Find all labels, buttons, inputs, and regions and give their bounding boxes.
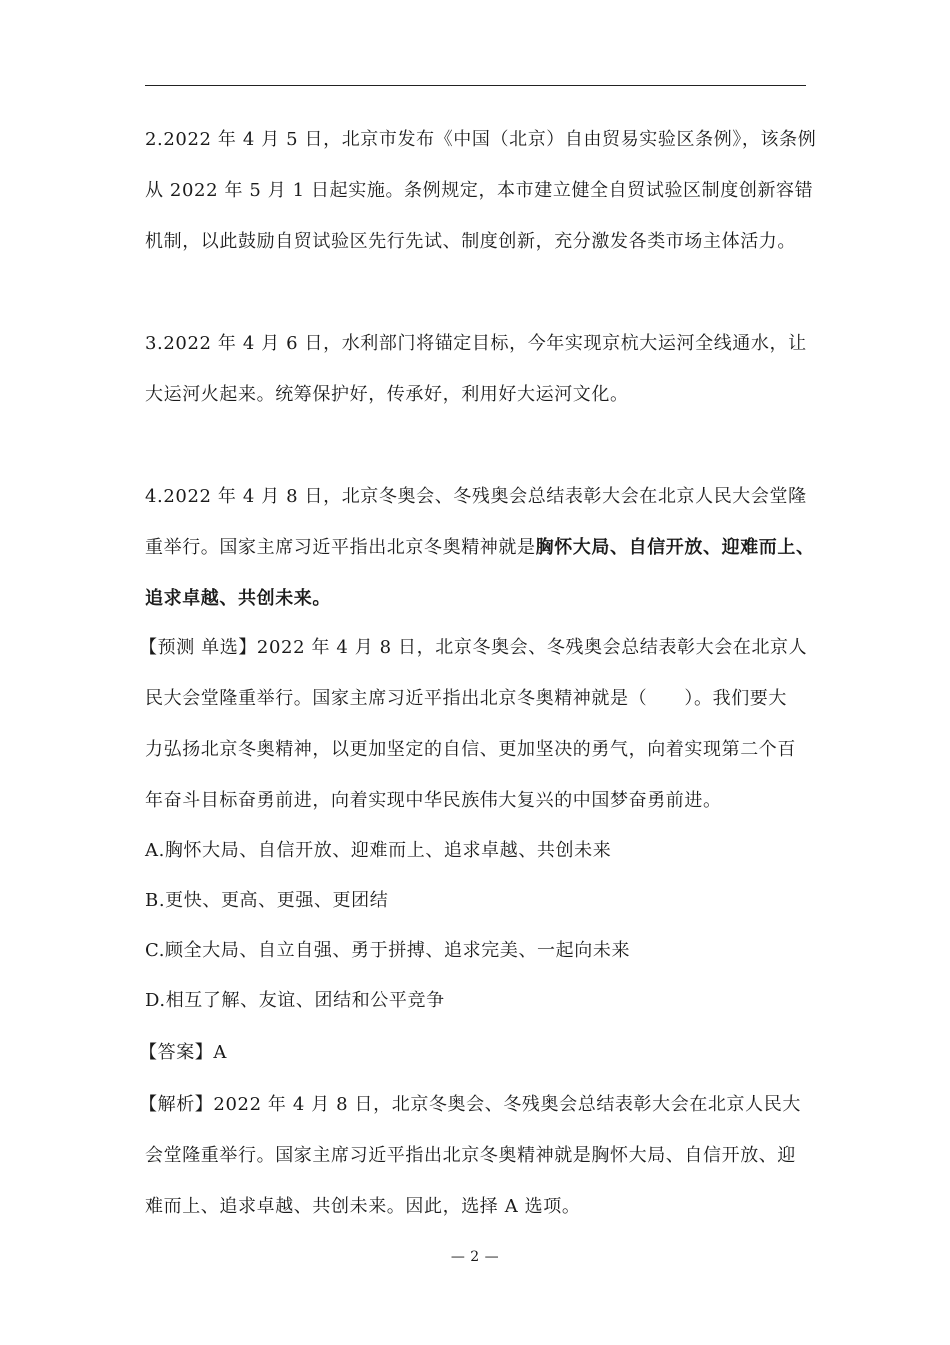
page-number: — 2 — — [450, 1249, 500, 1265]
analysis-line1 — [139, 1092, 815, 1118]
item3-line1: 3.2022 年 4 月 6 日，水利部门将锚定目标，今年实现京杭大运河全线通水，让 — [145, 333, 807, 354]
question-line1-text: 2022 年 4 月 8 日，北京冬奥会、冬残奥会总结表彰大会在北京人 — [256, 637, 808, 658]
item4-line2 — [145, 535, 815, 561]
answer-tag: 【答案】 — [139, 1042, 214, 1063]
answer-line — [139, 1040, 815, 1066]
question-line4: 年奋斗目标奋勇前进，向着实现中华民族伟大复兴的中国梦奋勇前进。 — [145, 790, 722, 811]
item4-line2-text: 重举行。国家主席习近平指出北京冬奥精神就是 — [145, 537, 536, 558]
option-a: A.胸怀大局、自信开放、迎难而上、追求卓越、共创未来 — [145, 840, 612, 861]
question-line1 — [139, 635, 815, 661]
question-line2: 民大会堂隆重举行。国家主席习近平指出北京冬奥精神就是（ ）。我们要大 — [145, 688, 787, 709]
analysis-line2: 会堂隆重举行。国家主席习近平指出北京冬奥精神就是胸怀大局、自信开放、迎 — [145, 1145, 796, 1166]
question-line3: 力弘扬北京冬奥精神，以更加坚定的自信、更加坚决的勇气，向着实现第二个百 — [145, 739, 796, 760]
item4-line1: 4.2022 年 4 月 8 日，北京冬奥会、冬残奥会总结表彰大会在北京人民大会堂隆 — [145, 486, 807, 507]
item2-line3: 机制，以此鼓励自贸试验区先行先试、制度创新，充分激发各类市场主体活力。 — [145, 231, 796, 252]
answer-value: A — [213, 1042, 228, 1063]
analysis-line1-text: 2022 年 4 月 8 日，北京冬奥会、冬残奥会总结表彰大会在北京人民大 — [213, 1094, 801, 1115]
question-tag: 【预测 单选】 — [139, 637, 257, 658]
option-c: C.顾全大局、自立自强、勇于拼搏、追求完美、一起向未来 — [145, 940, 631, 961]
item4-line3-bold: 追求卓越、共创未来。 — [145, 588, 331, 609]
item3-line2: 大运河火起来。统筹保护好，传承好，利用好大运河文化。 — [145, 384, 629, 405]
analysis-line3: 难而上、追求卓越、共创未来。因此，选择 A 选项。 — [145, 1196, 581, 1217]
option-d: D.相互了解、友谊、团结和公平竞争 — [145, 990, 445, 1011]
option-b: B.更快、更高、更强、更团结 — [145, 890, 389, 911]
item4-line2-bold: 胸怀大局、自信开放、迎难而上、 — [535, 537, 815, 558]
header-rule — [145, 85, 806, 86]
item2-line1: 2.2022 年 4 月 5 日，北京市发布《中国（北京）自由贸易实验区条例》，该条例 — [145, 129, 817, 150]
analysis-tag: 【解析】 — [139, 1094, 214, 1115]
item2-line2: 从 2022 年 5 月 1 日起实施。条例规定，本市建立健全自贸试验区制度创新容错 — [145, 180, 814, 201]
